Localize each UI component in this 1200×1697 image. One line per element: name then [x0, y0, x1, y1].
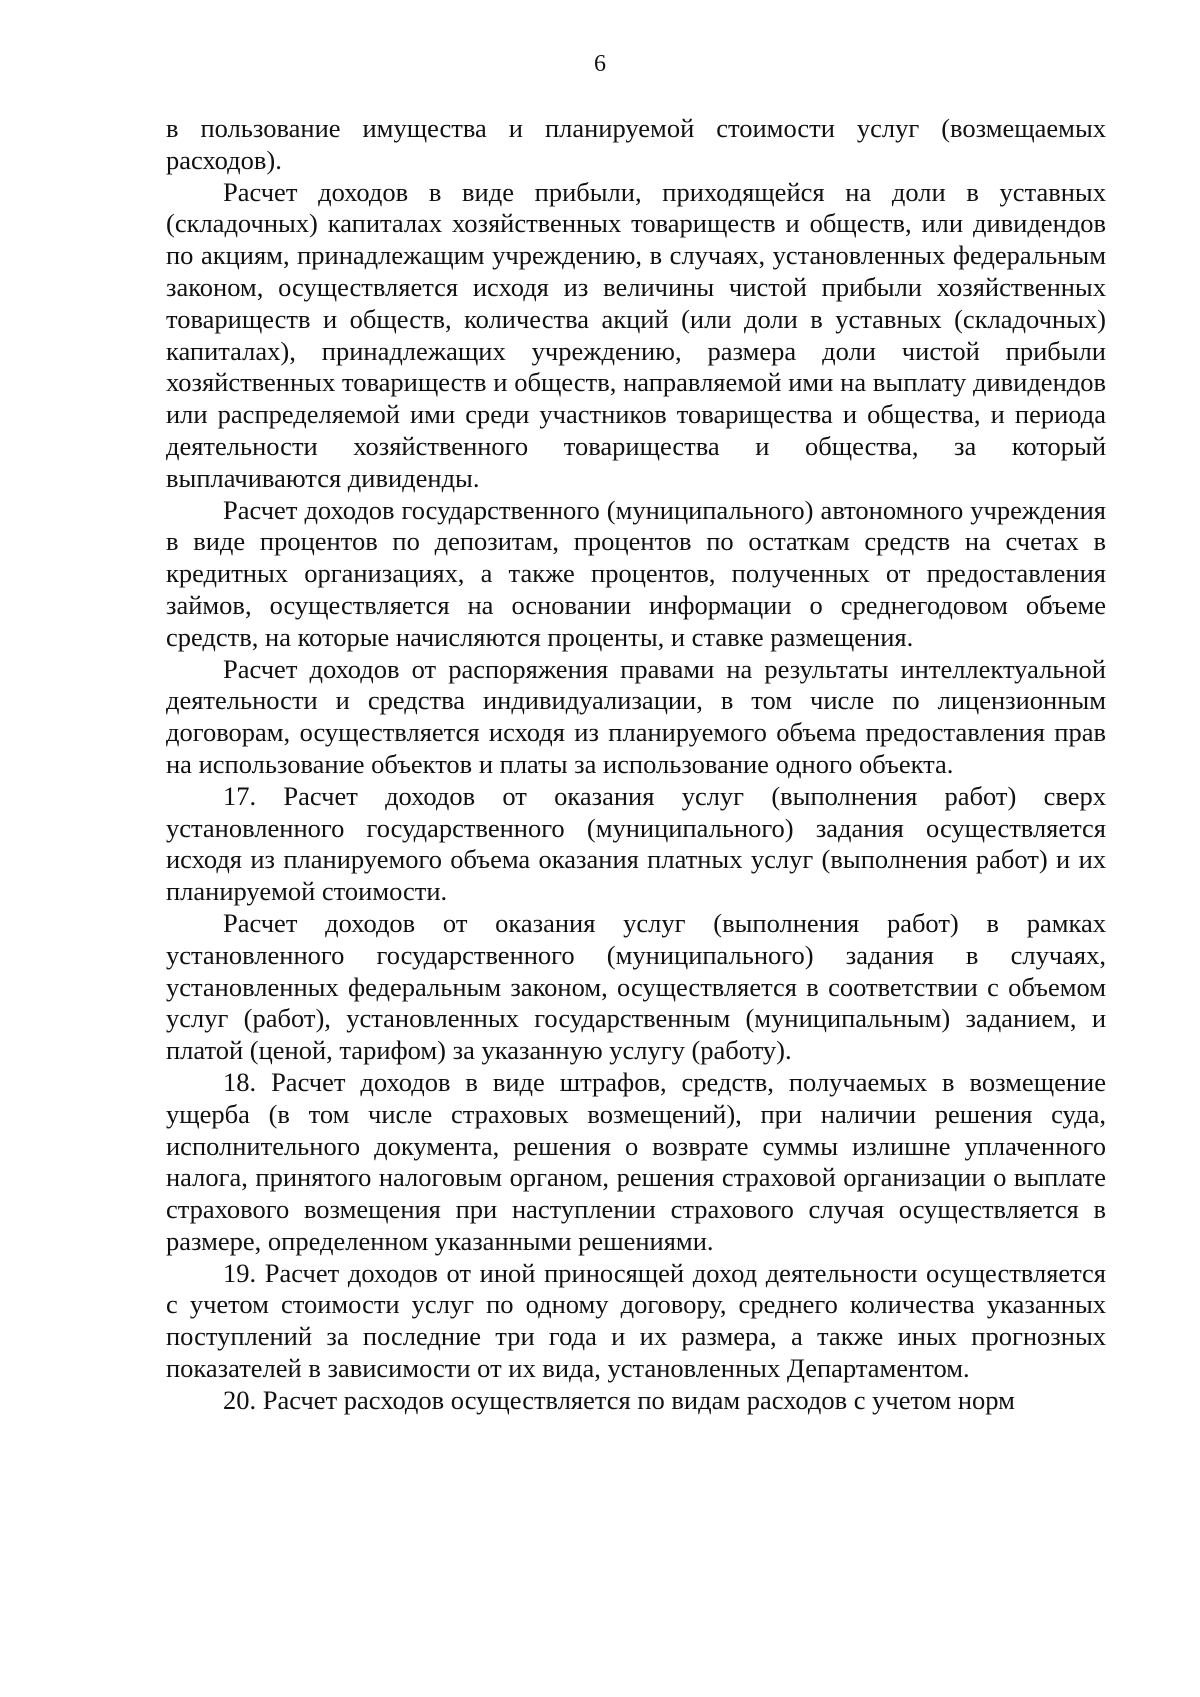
paragraph: в пользование имущества и планируемой стоимости услуг (возмещаемых расходов).	[166, 113, 1106, 175]
document-body	[166, 113, 1106, 1417]
paragraph: Расчет доходов в виде прибыли, приходящейся на доли в уставных (складочных) капиталах хозяйственных товариществ и обществ, или дивидендов по акциям, принадлежащим учреждению, в случаях, установленных федеральным законом, осуществляется исходя из величины чистой прибыли хозяйственных товариществ и обществ, количества акций (или доли в уставных (складочных) капиталах), принадлежащих учреждению, размера доли чистой прибыли хозяйственных товариществ и обществ, направляемой ими на выплату дивидендов или распределяемой ими среди участников товарищества и общества, и периода деятельности хозяйственного товарищества и общества, за который выплачиваются дивиденды.	[166, 176, 1106, 493]
paragraph: 20. Расчет расходов осуществляется по видам расходов с учетом норм	[223, 1384, 1015, 1415]
page-number: 6	[594, 51, 606, 77]
paragraph: 17. Расчет доходов от оказания услуг (выполнения работ) сверх установленного государственного (муниципального) задания осуществляется исходя из планируемого объема оказания платных услуг (выполнения работ) и их планируемой стоимости.	[166, 780, 1106, 907]
paragraph: Расчет доходов государственного (муниципального) автономного учреждения в виде процентов по депозитам, процентов по остаткам средств на счетах в кредитных организациях, а также процентов, полученных от предоставления займов, осуществляется на основании информации о среднегодовом объеме средств, на которые начисляются проценты, и ставке размещения.	[166, 494, 1106, 652]
paragraph: 19. Расчет доходов от иной приносящей доход деятельности осуществляется с учетом стоимости услуг по одному договору, среднего количества указанных поступлений за последние три года и их размера, а также иных прогнозных показателей в зависимости от их вида, установленных Департаментом.	[166, 1257, 1106, 1384]
paragraph: 18. Расчет доходов в виде штрафов, средств, получаемых в возмещение ущерба (в том числе страховых возмещений), при наличии решения суда, исполнительного документа, решения о возврате суммы излишне уплаченного налога, принятого налоговым органом, решения страховой организации о выплате страхового возмещения при наступлении страхового случая осуществляется в размере, определенном указанными решениями.	[166, 1066, 1106, 1256]
paragraph: Расчет доходов от оказания услуг (выполнения работ) в рамках установленного государственного (муниципального) задания в случаях, установленных федеральным законом, осуществляется в соответствии с объемом услуг (работ), установленных государственным (муниципальным) заданием, и платой (ценой, тарифом) за указанную услугу (работу).	[166, 907, 1106, 1066]
paragraph: Расчет доходов от распоряжения правами на результаты интеллектуальной деятельности и средства индивидуализации, в том числе по лицензионным договорам, осуществляется исходя из планируемого объема предоставления прав на использование объектов и платы за использование одного объекта.	[166, 653, 1106, 779]
